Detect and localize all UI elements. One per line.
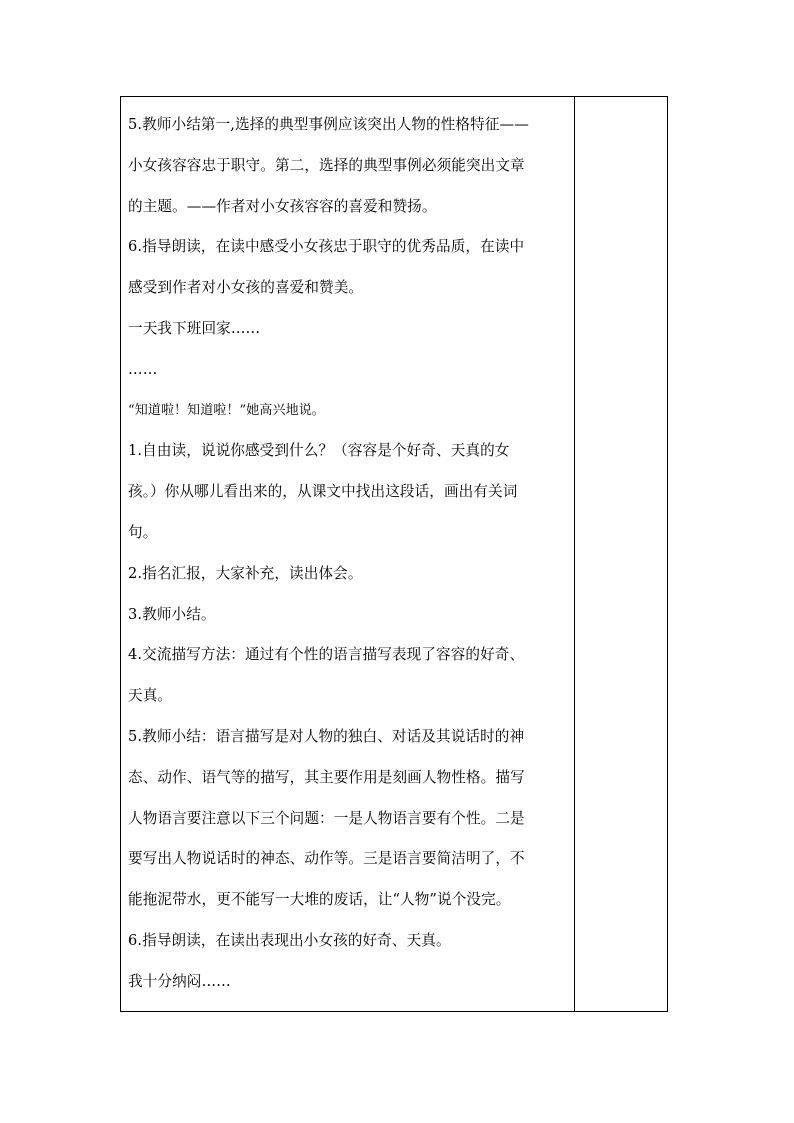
text-line: 5.教师小结第一,选择的典型事例应该突出人物的性格特征—— bbox=[128, 116, 529, 133]
text-line: 的主题。——作者对小女孩容容的喜爱和赞扬。 bbox=[128, 197, 437, 215]
text-line: 一天我下班回家…… bbox=[128, 319, 261, 337]
text-line: 句。 bbox=[128, 523, 158, 541]
text-line: 6.指导朗读，在读出表现出小女孩的好奇、天真。 bbox=[128, 931, 451, 949]
text-line: 我十分纳闷…… bbox=[128, 972, 231, 990]
notes-cell bbox=[575, 97, 667, 1011]
text-line: 3.教师小结。 bbox=[128, 605, 216, 623]
text-line: 小女孩容容忠于职守。第二，选择的典型事例必须能突出文章 bbox=[128, 156, 525, 174]
text-line: 6.指导朗读，在读中感受小女孩忠于职守的优秀品质，在读中 bbox=[128, 238, 525, 256]
text-line: 天真。 bbox=[128, 687, 173, 705]
text-line: 态、动作、语气等的描写，其主要作用是刻画人物性格。描写 bbox=[128, 768, 525, 786]
text-line: 能拖泥带水，更不能写一大堆的废话，让“人物”说个没完。 bbox=[128, 891, 511, 909]
quote-line: “知道啦！知道啦！”她高兴地说。 bbox=[128, 402, 325, 418]
text-line: 感受到作者对小女孩的喜爱和赞美。 bbox=[128, 279, 364, 297]
lesson-table bbox=[120, 96, 668, 1012]
text-line: 人物语言要注意以下三个问题：一是人物语言要有个性。二是 bbox=[128, 809, 525, 827]
text-line: 2.指名汇报，大家补充，读出体会。 bbox=[128, 564, 363, 582]
text-line: …… bbox=[128, 360, 158, 378]
text-line: 5.教师小结：语言描写是对人物的独白、对话及其说话时的神 bbox=[128, 727, 525, 745]
text-line: 孩。）你从哪儿看出来的，从课文中找出这段话，画出有关词 bbox=[128, 483, 518, 501]
text-line: 要写出人物说话时的神态、动作等。三是语言要简洁明了，不 bbox=[128, 850, 525, 868]
text-line: 1.自由读，说说你感受到什么？（容容是个好奇、天真的女 bbox=[128, 442, 510, 460]
text-line: 4.交流描写方法：通过有个性的语言描写表现了容容的好奇、 bbox=[128, 646, 525, 664]
content-cell bbox=[121, 97, 575, 1011]
